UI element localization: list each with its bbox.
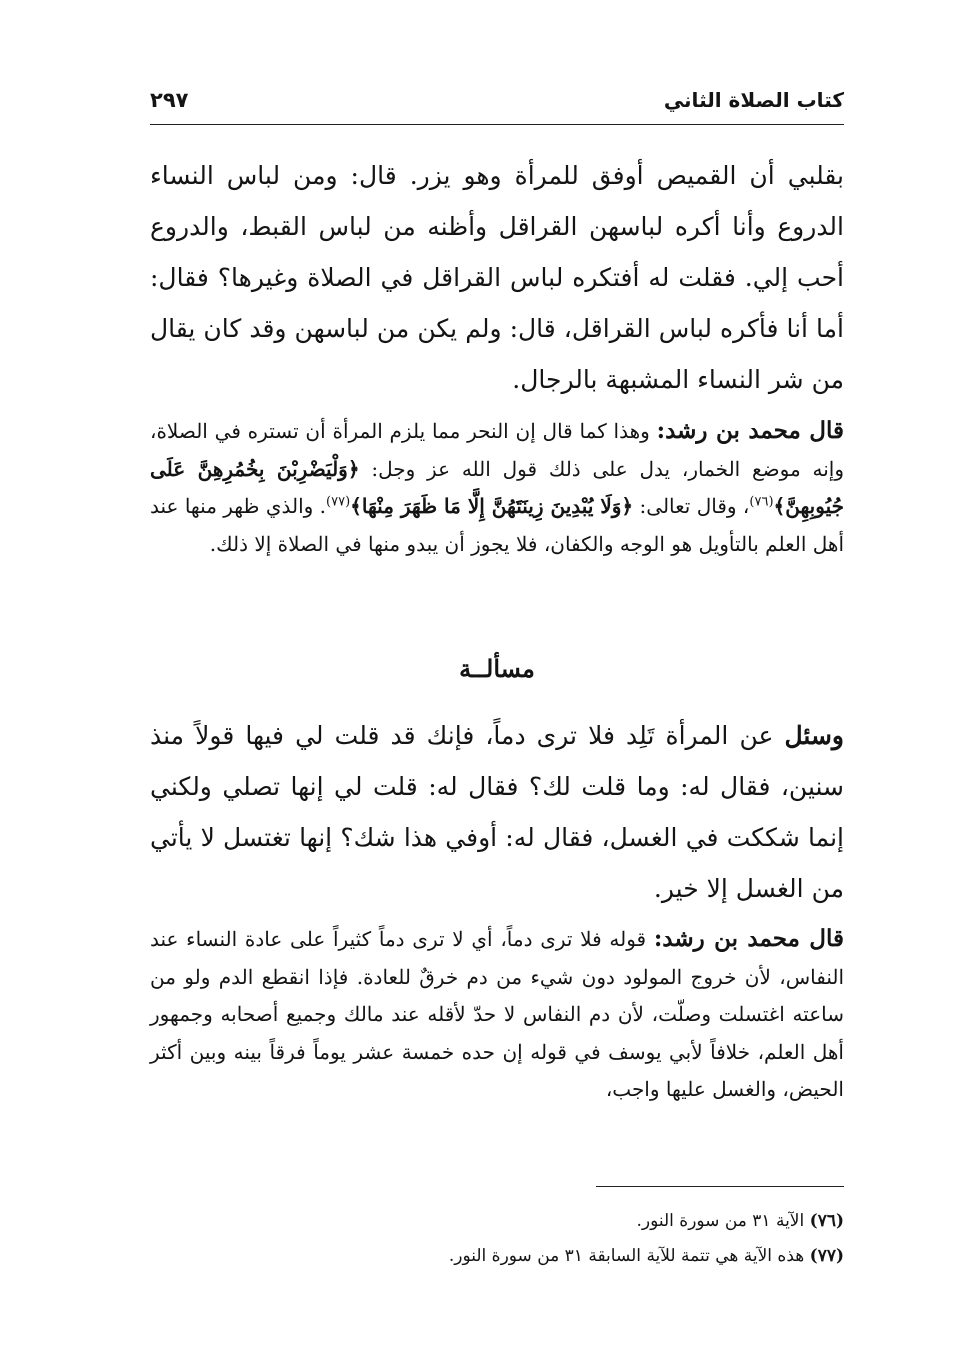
section-heading: مسألــة <box>459 654 535 683</box>
question-text <box>150 710 844 914</box>
commentary-text <box>150 920 844 1109</box>
commentary-speaker: قال محمد بن رشد: <box>656 417 845 444</box>
page-header <box>150 82 844 122</box>
question-lead: وسئل <box>784 721 844 750</box>
footnote-ref-77: (٧٧) <box>326 494 351 510</box>
commentary-text <box>150 412 844 563</box>
footnote-item <box>150 1204 844 1239</box>
footnote-divider <box>596 1186 844 1187</box>
commentary-block-2 <box>150 920 844 1109</box>
quran-verse-2: ﴿وَلَا يُبْدِينَ زِينَتَهُنَّ إِلَّا مَا ظَهَرَ مِنْهَا﴾ <box>350 494 634 518</box>
commentary-text-a: وهذا كما قال إن النحر مما يلزم المرأة أن تستره في الصلاة، وإنه موضع الخمار، يدل على ذلك قول الله عز وجل: <box>150 419 844 481</box>
footnote-ref-76: (٧٦) <box>749 494 774 510</box>
paragraph-question <box>150 710 844 914</box>
commentary-speaker: قال محمد بن رشد: <box>653 925 845 952</box>
paragraph-opening <box>150 150 844 405</box>
footnote-text: هذه الآية هي تتمة للآية السابقة ٣١ من سورة النور. <box>448 1246 805 1266</box>
footnotes <box>150 1204 844 1274</box>
footnote-number: (٧٧) <box>809 1246 844 1266</box>
commentary-text-c: . والذي ظهر منها عند أهل العلم بالتأويل هو الوجه والكفان، فلا يجوز أن يبدو منها في الصلاة إلا ذلك. <box>150 494 844 556</box>
page-number: ٢٩٧ <box>150 88 189 112</box>
quran-verse-1: ﴿وَلْيَضْرِبْنَ بِخُمُرِهِنَّ عَلَى جُيُوبِهِنَّ﴾ <box>150 456 844 518</box>
paragraph-text: بقلبي أن القميص أوفق للمرأة وهو يزر. قال: ومن لباس النساء الدروع وأنا أكره لباسهن القراقل وأظنه من لباس القبط، والدروع أحب إلي. فقلت له أفتكره لباس القراقل في الصلاة وغيرها؟ فقال: أما أنا فأكره لباس القراقل، قال: ولم يكن من لباسهن وقد كان يقال من شر النساء المشبهة بالرجال. <box>150 161 844 394</box>
header-divider <box>150 124 844 125</box>
commentary-block-1 <box>150 412 844 563</box>
commentary-text-b: ، وقال تعالى: <box>639 494 750 518</box>
footnote-text: الآية ٣١ من سورة النور. <box>636 1211 805 1231</box>
question-body: عن المرأة تَلِد فلا ترى دماً، فإنك قد قلت لي فيها قولاً منذ سنين، فقال له: وما قلت لك؟ فقال له: قلت لي إنها تصلي ولكني إنما شككت في الغسل، فقال له: أوفي هذا شك؟ إنها تغتسل لا يأتي من الغسل إلا خير. <box>150 721 844 903</box>
footnote-item <box>150 1239 844 1274</box>
running-title: كتاب الصلاة الثاني <box>663 88 844 112</box>
commentary-body: قوله فلا ترى دماً، أي لا ترى دماً كثيراً على عادة النساء عند النفاس، لأن خروج المولود دون شيء من دم خرقٌ للعادة. فإذا انقطع الدم ولو من ساعته اغتسلت وصلّت، لأن دم النفاس لا حدّ لأقله عند مالك وجميع أصحابه وجمهور أهل العلم، خلافاً لأبي يوسف في قوله إن حده خمسة عشر يوماً فرقاً بينه وبين أكثر الحيض، والغسل عليها واجب، <box>150 927 844 1101</box>
footnote-number: (٧٦) <box>809 1211 844 1231</box>
